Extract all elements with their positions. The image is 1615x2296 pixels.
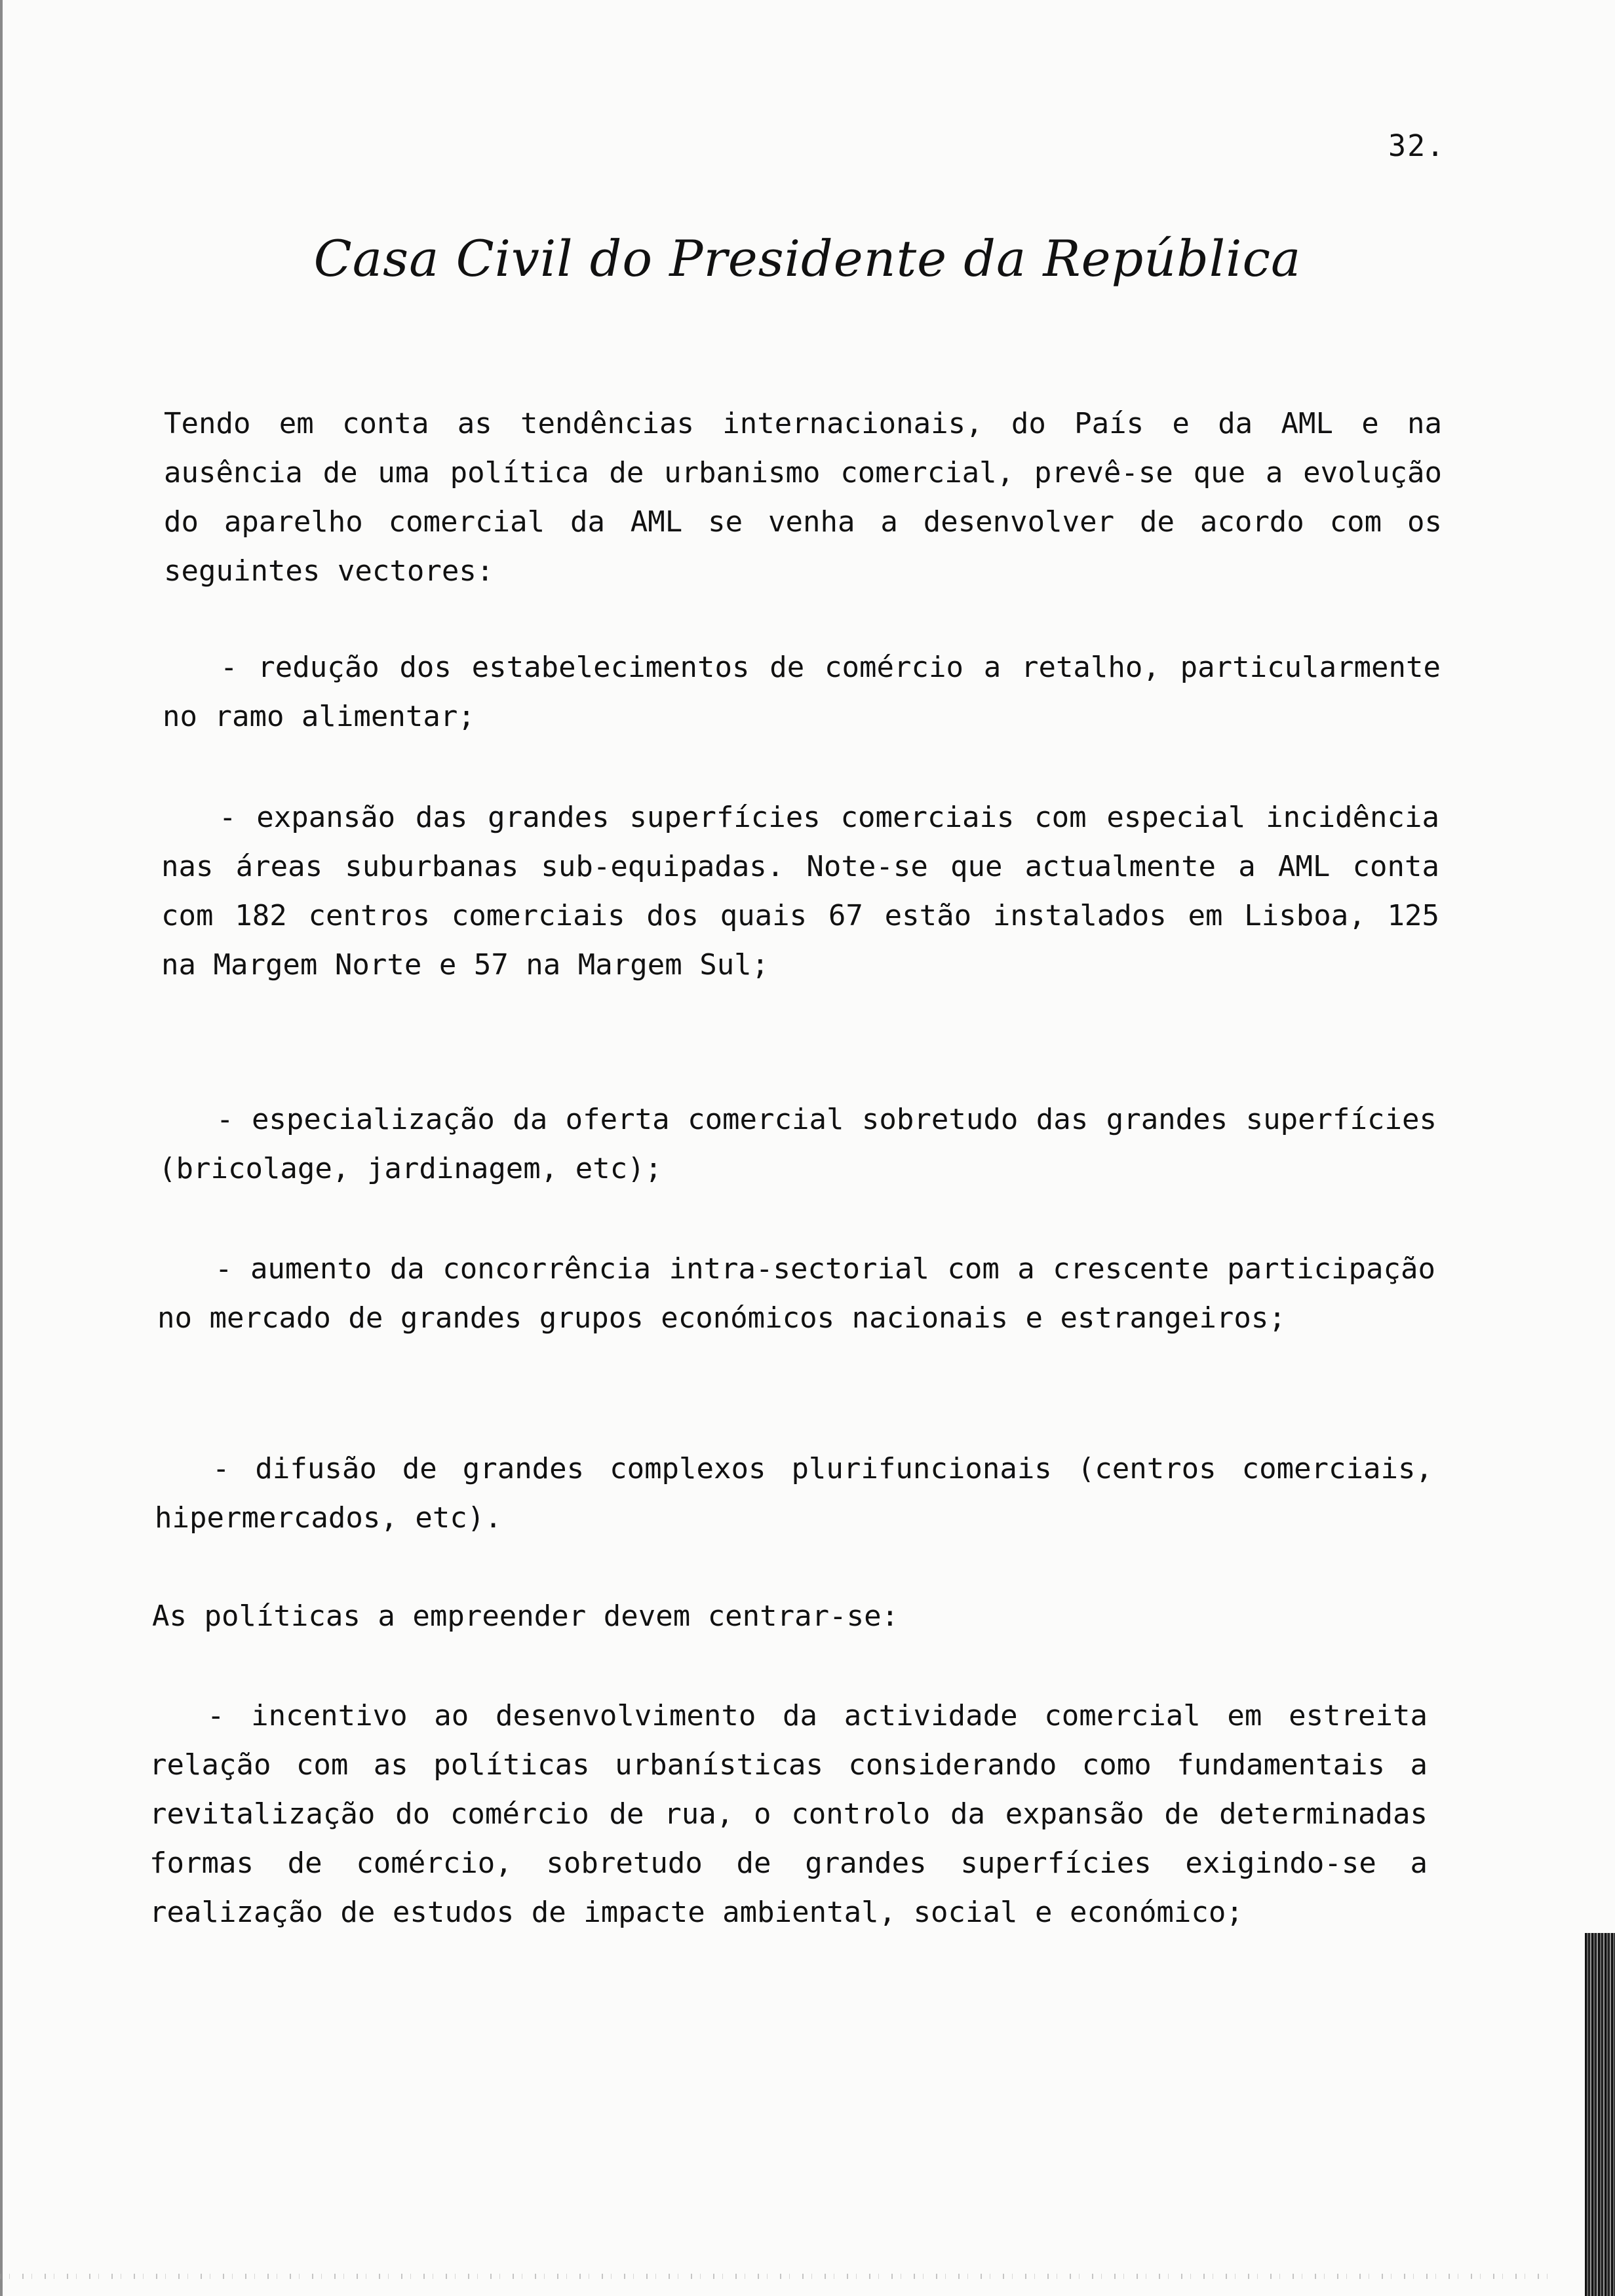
intro-paragraph: Tendo em conta as tendências internacionais, do País e da AML e na ausência de uma política de urbanismo comercial, prevê-se que a evolução do aparelho comercial da AML se venha a desenvolver de acordo com os seguintes vectores: [164, 407, 1460, 588]
scan-right-edge-noise [1585, 1933, 1615, 2296]
bullet-multifunctional-complexes: - difusão de grandes complexos plurifuncionais (centros comerciais, hipermercados, etc). [155, 1452, 1450, 1535]
bullet-specialization-offer: - especialização da oferta comercial sobretudo das grandes superfícies (bricolage, jardinagem, etc); [159, 1103, 1454, 1185]
scan-bottom-noise [0, 2274, 1560, 2279]
letterhead-script: Casa Civil do Presidente da República [313, 229, 1302, 288]
policies-heading-paragraph: As políticas a empreender devem centrar-se: [152, 1599, 899, 1633]
bullet-competition-increase: - aumento da concorrência intra-sectorial com a crescente participação no mercado de grandes grupos económicos nacionais e estrangeiros; [157, 1252, 1453, 1335]
page-number: 32. [1388, 128, 1446, 163]
bullet-policy-incentive: - incentivo ao desenvolvimento da actividade comercial em estreita relação com as políticas urbanísticas considerando como fundamentais a revitalização do comércio de rua, o controlo da expansão de determinadas formas de comércio, sobretudo de grandes superfícies exigindo-se a realização de estudos de impacte ambiental, social e económico; [149, 1699, 1445, 1929]
bullet-reduction-retail: - redução dos estabelecimentos de comércio a retalho, particularmente no ramo alimentar; [163, 651, 1458, 733]
bullet-expansion-large-surfaces: - expansão das grandes superfícies comerciais com especial incidência nas áreas suburbanas sub-equipadas. Note-se que actualmente a AML conta com 182 centros comerciais dos quais 67 estão instalados em Lisboa, 125 na Margem Norte e 57 na Margem Sul; [161, 801, 1457, 982]
scan-left-edge [0, 0, 3, 2296]
